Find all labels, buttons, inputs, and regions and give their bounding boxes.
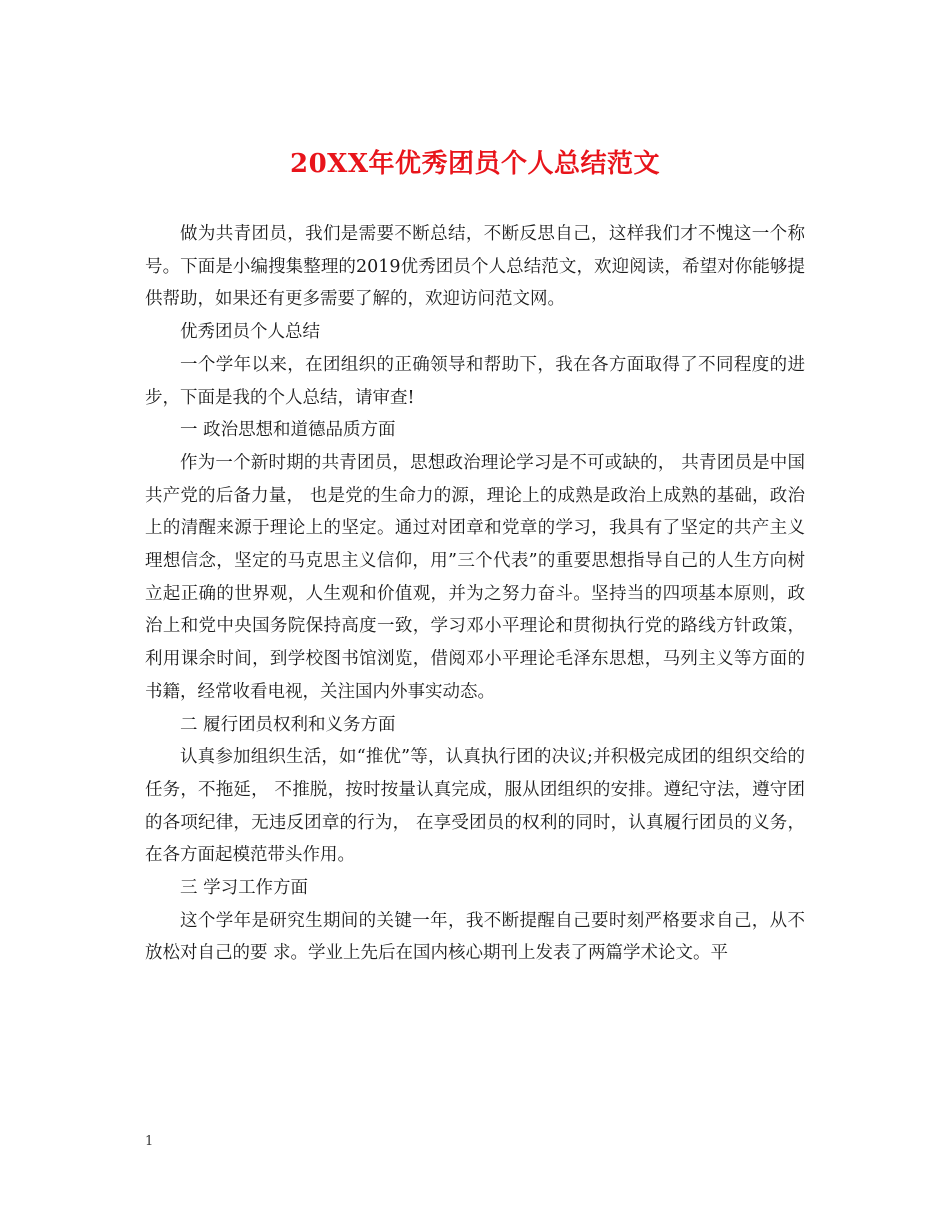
document-title: 20XX年优秀团员个人总结范文 [289,149,661,179]
paragraph-duties: 认真参加组织生活，如“推优”等，认真执行团的决议;并积极完成团的组织交给的任务，不拖延， 不推脱，按时按量认真完成，服从团组织的安排。遵纪守法，遵守团的各项纪律，无违反团章的行为， 在享受团员的权利的同时，认真履行团员的义务，在各方面起模范带头作用。 [145,747,805,866]
section-heading-duties: 二 履行团员权利和义务方面 [180,714,396,735]
section-heading-politics: 一 政治思想和道德品质方面 [180,420,396,441]
section-heading-summary: 优秀团员个人总结 [180,322,320,343]
paragraph-intro: 做为共青团员，我们是需要不断总结，不断反思自己，这样我们才不愧这一个称号。下面是小编搜集整理的2019优秀团员个人总结范文，欢迎阅读，希望对你能够提供帮助，如果还有更多需要了解的，欢迎访问范文网。 [145,224,805,310]
paragraph-overview: 一个学年以来，在团组织的正确领导和帮助下，我在各方面取得了不同程度的进步，下面是我的个人总结，请审查! [145,354,805,408]
paragraph-politics: 作为一个新时期的共青团员，思想政治理论学习是不可或缺的， 共青团员是中国共产党的后备力量， 也是党的生命力的源，理论上的成熟是政治上成熟的基础，政治上的清醒来源于理论上的坚定。通过对团章和党章的学习，我具有了坚定的共产主义理想信念，坚定的马克思主义信仰，用”三个代表”的重要思想指导自己的人生方向树立起正确的世界观，人生观和价值观，并为之努力奋斗。坚持当的四项基本原则，政治上和党中央国务院保持高度一致，学习邓小平理论和贯彻执行党的路线方针政策，利用课余时间，到学校图书馆浏览，借阅邓小平理论毛泽东思想，马列主义等方面的书籍，经常收看电视，关注国内外事实动态。 [145,452,805,702]
section-heading-study: 三 学习工作方面 [180,878,309,899]
page-number: 1 [145,1134,154,1149]
document-body [145,218,805,970]
paragraph-study: 这个学年是研究生期间的关键一年，我不断提醒自己要时刻严格要求自己，从不放松对自己的要 求。学业上先后在国内核心期刊上发表了两篇学术论文。平 [145,910,805,964]
